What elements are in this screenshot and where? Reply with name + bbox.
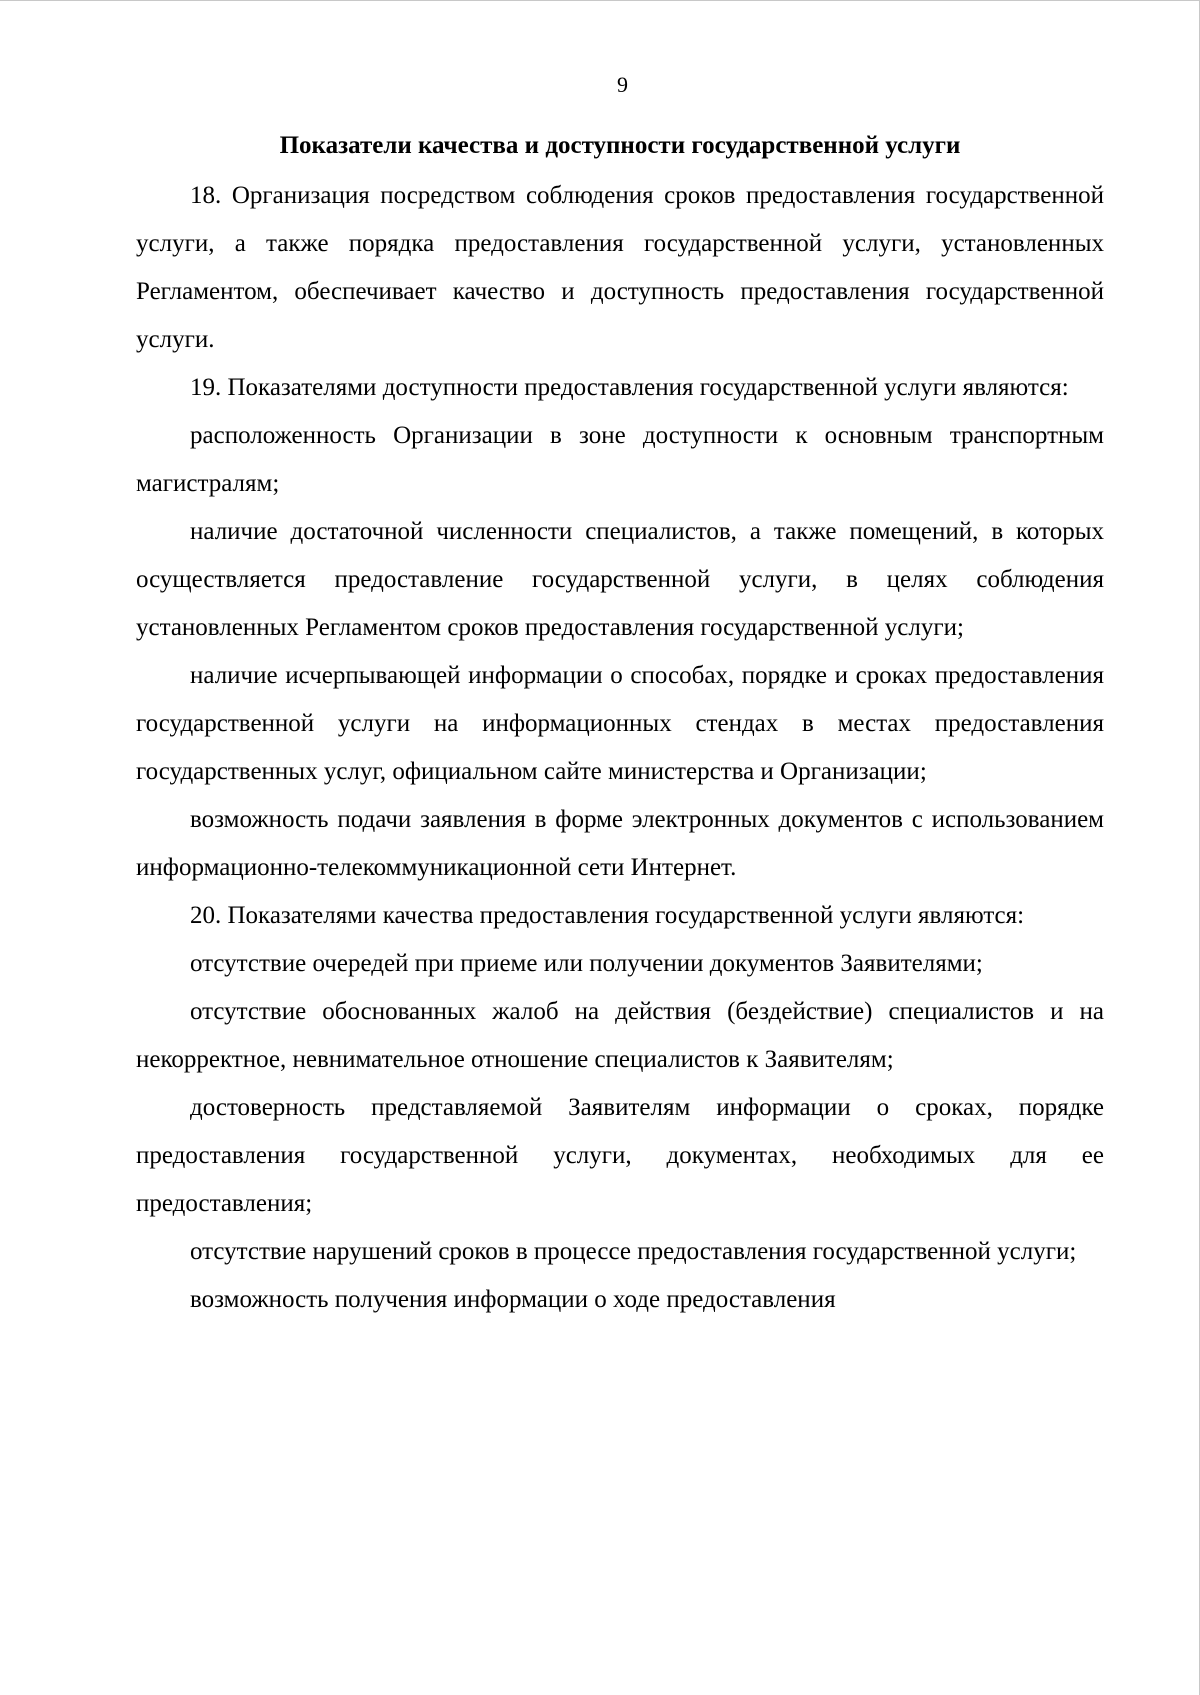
page-number: 9 bbox=[617, 72, 628, 97]
paragraph-19-item-staff: наличие достаточной численности специалистов, а также помещений, в которых осуществляется предоставление государственной услуги, в целях соблюдения установленных Регламентом сроков предоставления государственной услуги; bbox=[136, 518, 1104, 641]
paragraph-19-item-electronic: возможность подачи заявления в форме электронных документов с использованием информационно-телекоммуникационной сети Интернет. bbox=[136, 806, 1104, 881]
paragraph-20-item-reliability: достоверность представляемой Заявителям информации о сроках, порядке предоставления государственной услуги, документах, необходимых для ее предоставления; bbox=[136, 1094, 1104, 1217]
paragraph-20-item-complaints: отсутствие обоснованных жалоб на действия (бездействие) специалистов и на некорректное, невнимательное отношение специалистов к Заявителям; bbox=[136, 998, 1104, 1073]
paragraph-19-item-information: наличие исчерпывающей информации о способах, порядке и сроках предоставления государственной услуги на информационных стендах в местах предоставления государственных услуг, официальном сайте министерства и Организации; bbox=[136, 662, 1104, 785]
paragraph-18: 18. Организация посредством соблюдения сроков предоставления государственной услуги, а также порядка предоставления государственной услуги, установленных Регламентом, обеспечивает качество и доступность предоставления государственной услуги. bbox=[136, 182, 1104, 353]
paragraph-20-item-deadlines: отсутствие нарушений сроков в процессе предоставления государственной услуги; bbox=[190, 1238, 1077, 1265]
paragraph-19-item-location: расположенность Организации в зоне доступности к основным транспортным магистралям; bbox=[136, 422, 1104, 497]
body-text bbox=[136, 172, 1104, 1324]
paragraph-20-item-queues: отсутствие очередей при приеме или получении документов Заявителями; bbox=[190, 950, 983, 977]
paragraph-20-item-progress: возможность получения информации о ходе предоставления bbox=[190, 1286, 836, 1313]
paragraph-19: 19. Показателями доступности предоставления государственной услуги являются: bbox=[190, 374, 1069, 401]
section-heading: Показатели качества и доступности государственной услуги bbox=[279, 132, 961, 159]
paragraph-20: 20. Показателями качества предоставления государственной услуги являются: bbox=[190, 902, 1025, 929]
